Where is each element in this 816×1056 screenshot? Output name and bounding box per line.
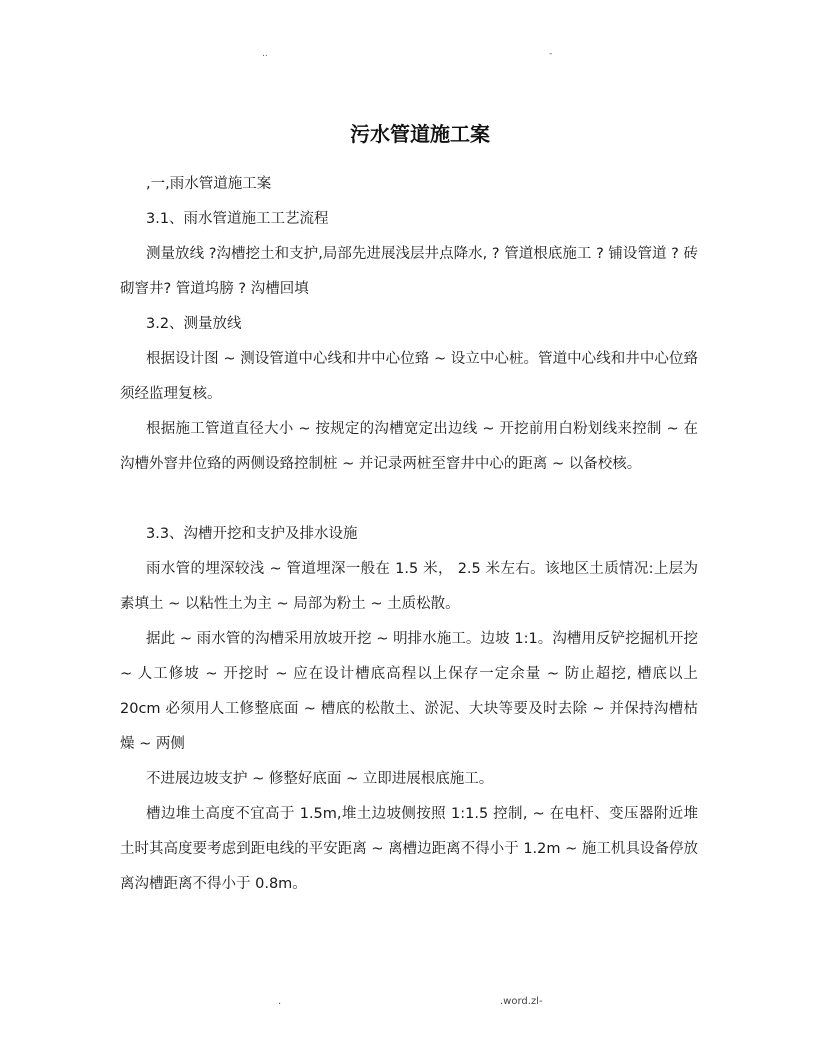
paragraph-survey-2: 根据施工管道直径大小 ~ 按规定的沟槽宽定出边线 ~ 开挖前用白粉划线来控制 ~ 在沟槽外窨井位臵的两侧设臵控制桩 ~ 并记录两桩至窨井中心的距离 ~ 以备校核。 (120, 421, 698, 472)
header-mark-right: - (549, 49, 553, 59)
paragraph-subheading-3-2: 3.2、测量放线 (146, 316, 242, 332)
document-title: 污水管道施工案 (350, 122, 490, 146)
paragraph-process-flow: 测量放线 ?沟槽挖土和支护,局部先进展浅层井点降水, ? 管道根底施工 ? 铺设管道 ? 砖砌窨井? 管道坞膀 ? 沟槽回填 (120, 246, 698, 297)
paragraph-excavation-1: 雨水管的埋深较浅 ~ 管道埋深一般在 1.5 米， 2.5 米左右。该地区土质情况:上层为素填土 ~ 以粘性土为主 ~ 局部为粉土 ~ 土质松散。 (120, 561, 698, 612)
paragraph-section-heading: ,一,雨水管道施工案 (146, 176, 272, 192)
footer-site-text: .word.zl- (500, 996, 543, 1007)
paragraph-survey-1: 根据设计图 ~ 测设管道中心线和井中心位臵 ~ 设立中心桩。管道中心线和井中心位臵须经监理复核。 (120, 351, 698, 402)
paragraph-subheading-3-1: 3.1、雨水管道施工工艺流程 (146, 211, 329, 227)
paragraph-subheading-3-3: 3.3、沟槽开挖和支护及排水设施 (146, 526, 358, 542)
footer-mark-left: . (278, 996, 282, 1007)
paragraph-excavation-4: 槽边堆土高度不宜高于 1.5m,堆土边坡侧按照 1:1.5 控制, ~ 在电杆、变压器附近堆土时其高度要考虑到距电线的平安距离 ~ 离槽边距离不得小于 1.2m ~ 施工机具设备停放离沟槽距离不得小于 0.8m。 (120, 806, 698, 892)
header-mark-left: .. (262, 49, 268, 59)
paragraph-excavation-3: 不进展边坡支护 ~ 修整好底面 ~ 立即进展根底施工。 (146, 771, 494, 787)
paragraph-excavation-2: 据此 ~ 雨水管的沟槽采用放坡开挖 ~ 明排水施工。边坡 1:1。沟槽用反铲挖掘机开挖 ~ 人工修坡 ~ 开挖时 ~ 应在设计槽底高程以上保存一定余量 ~ 防止超挖, 槽底以上 20cm 必须用人工修整底面 ~ 槽底的松散土、淤泥、大块等要及时去除 ~ 并保持沟槽枯燥 ~ 两侧 (120, 631, 698, 752)
